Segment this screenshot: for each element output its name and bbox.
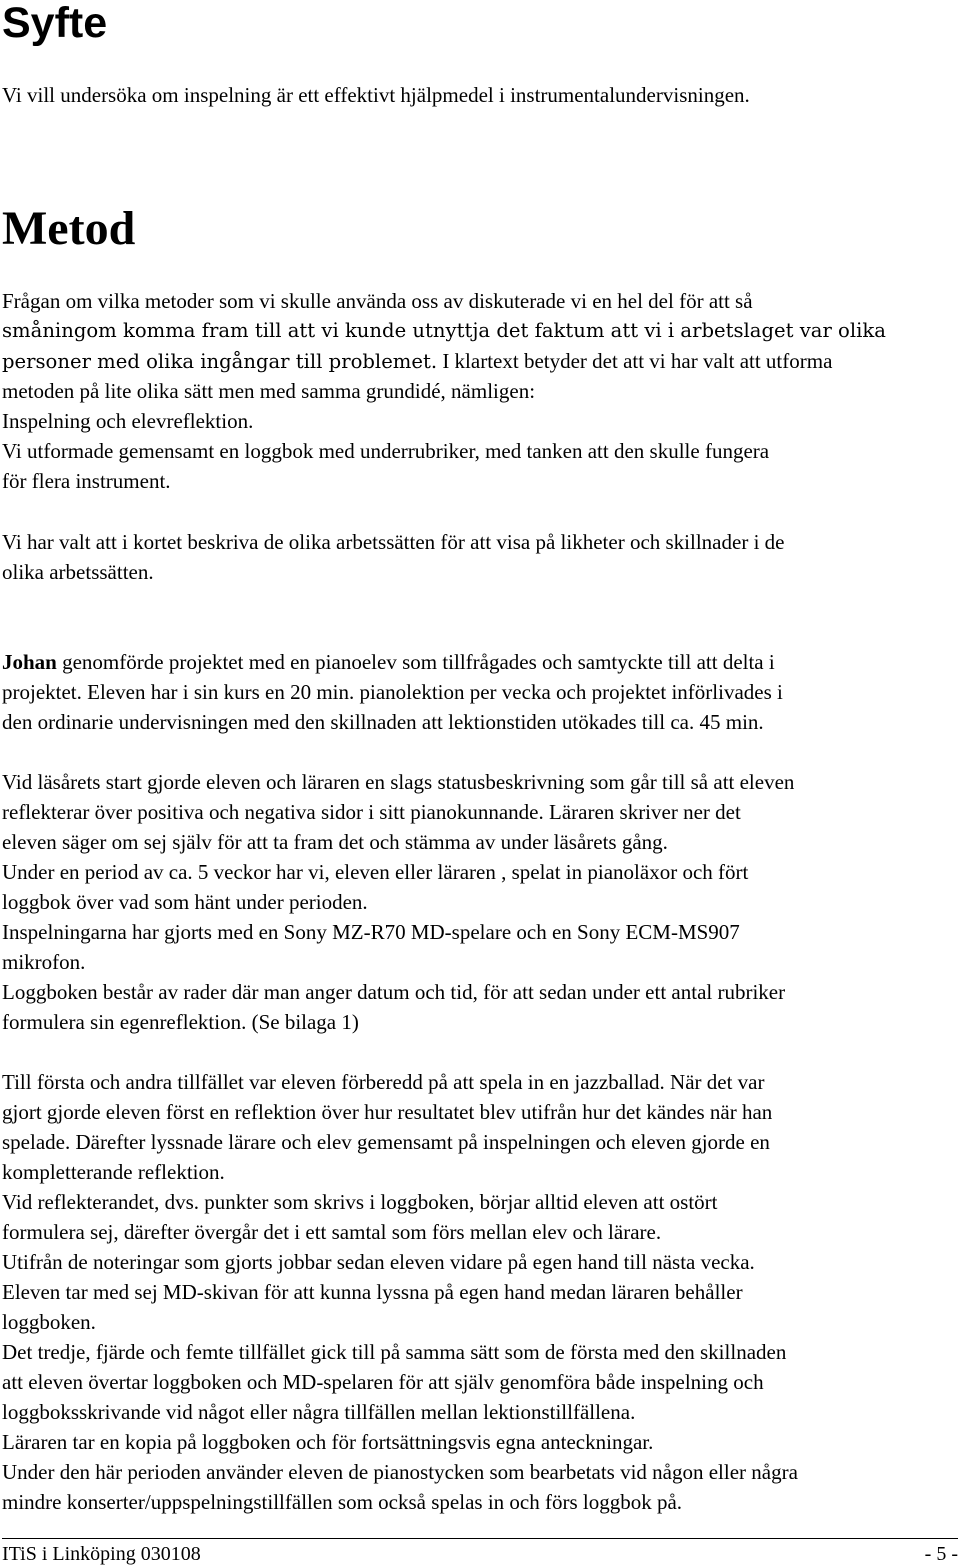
page-footer <box>2 1538 958 1563</box>
text-line: loggboken. <box>2 1310 96 1334</box>
text-line <box>2 346 958 376</box>
text-line: för flera instrument. <box>2 469 171 493</box>
syfte-paragraph <box>2 80 958 110</box>
text-line: formulera sej, därefter övergår det i ett samtal som förs mellan elev och lärare. <box>2 1220 662 1244</box>
text-line: Inspelning och elevreflektion. <box>2 409 254 433</box>
text-line: mindre konserter/uppspelningstillfällen som också spelas in och förs loggbok på. <box>2 1490 683 1514</box>
text-line: den ordinarie undervisningen med den skillnaden att lektionstiden utökades till ca. 45 min. <box>2 710 764 734</box>
text-line: metoden på lite olika sätt men med samma grundidé, nämligen: <box>2 379 536 403</box>
text-line: reflekterar över positiva och negativa sidor i sitt pianokunnande. Läraren skriver ner det <box>2 800 741 824</box>
heading-syfte: Syfte <box>2 0 108 47</box>
page-number: - 5 - <box>924 1543 958 1565</box>
text-line: Vi utformade gemensamt en loggbok med underrubriker, med tanken att den skulle fungera <box>2 439 770 463</box>
metod-paragraph-4 <box>2 767 958 1037</box>
text-line: Det tredje, fjärde och femte tillfället gick till på samma sätt som de första med den skillnaden <box>2 1340 787 1364</box>
metod-paragraph-5 <box>2 1067 958 1517</box>
text-line: Läraren tar en kopia på loggboken och för fortsättningsvis egna anteckningar. <box>2 1430 654 1454</box>
text-segment: I klartext betyder det att vi har valt att utforma <box>437 349 833 373</box>
text-line: Vi har valt att i kortet beskriva de olika arbetssätten för att visa på likheter och skillnader i de <box>2 530 785 554</box>
text-line: Vi vill undersöka om inspelning är ett effektivt hjälpmedel i instrumentalundervisningen. <box>2 83 750 107</box>
footer-left-text: ITiS i Linköping 030108 <box>2 1543 201 1565</box>
text-line: loggbok över vad som hänt under perioden. <box>2 890 368 914</box>
text-line: att eleven övertar loggboken och MD-spelaren för att själv genomföra både inspelning och <box>2 1370 764 1394</box>
text-line: loggboksskrivande vid något eller några tillfällen mellan lektionstillfällena. <box>2 1400 636 1424</box>
text-line: Under en period av ca. 5 veckor har vi, eleven eller läraren , spelat in pianoläxor och fört <box>2 860 749 884</box>
text-line: Frågan om vilka metoder som vi skulle använda oss av diskuterade vi en hel del för att så <box>2 289 753 313</box>
text-line: mikrofon. <box>2 950 86 974</box>
heading-metod: Metod <box>2 202 136 255</box>
metod-paragraph-3 <box>2 647 958 737</box>
text-line: Inspelningarna har gjorts med en Sony MZ-R70 MD-spelare och en Sony ECM-MS907 <box>2 920 740 944</box>
text-line: gjort gjorde eleven först en reflektion över hur resultatet blev utifrån hur det kändes när han <box>2 1100 773 1124</box>
text-line: Loggboken består av rader där man anger datum och tid, för att sedan under ett antal rubriker <box>2 980 786 1004</box>
text-line: olika arbetssätten. <box>2 560 154 584</box>
text-line: Eleven tar med sej MD-skivan för att kunna lyssna på egen hand medan läraren behåller <box>2 1280 743 1304</box>
text-segment: genomförde projektet med en pianoelev som tillfrågades och samtyckte till att delta i <box>56 650 775 674</box>
text-line: formulera sin egenreflektion. (Se bilaga 1) <box>2 1010 359 1034</box>
text-line: kompletterande reflektion. <box>2 1160 225 1184</box>
metod-paragraph-2 <box>2 527 958 587</box>
text-line: Vid reflekterandet, dvs. punkter som skrivs i loggboken, börjar alltid eleven att ostört <box>2 1190 718 1214</box>
text-line: Till första och andra tillfället var eleven förberedd på att spela in en jazzballad. När det var <box>2 1070 765 1094</box>
text-line: småningom komma fram till att vi kunde utnyttja det faktum att vi i arbetslaget var olika <box>2 319 886 342</box>
text-line: eleven säger om sej själv för att ta fram det och stämma av under läsårets gång. <box>2 830 668 854</box>
text-line: Utifrån de noteringar som gjorts jobbar sedan eleven vidare på egen hand till nästa vecka. <box>2 1250 755 1274</box>
text-line: spelade. Därefter lyssnade lärare och elev gemensamt på inspelningen och eleven gjorde en <box>2 1130 770 1154</box>
text-segment: personer med olika ingångar till problemet. <box>2 350 438 373</box>
metod-paragraph-1 <box>2 286 958 496</box>
text-line <box>2 647 958 677</box>
text-line: projektet. Eleven har i sin kurs en 20 min. pianolektion per vecka och projektet införlivades i <box>2 680 783 704</box>
text-line: Vid läsårets start gjorde eleven och läraren en slags statusbeskrivning som går till så att eleven <box>2 770 795 794</box>
person-name: Johan <box>2 650 57 674</box>
text-line: Under den här perioden använder eleven de pianostycken som bearbetats vid någon eller några <box>2 1460 798 1484</box>
